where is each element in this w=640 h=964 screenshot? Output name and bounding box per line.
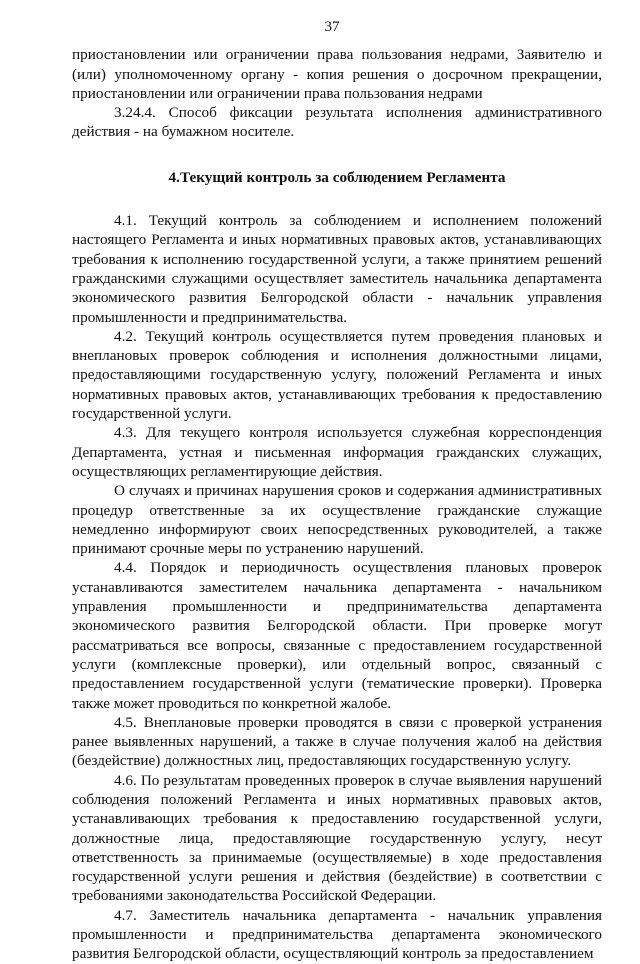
document-page (72, 18, 602, 964)
paragraph-4-3-violations: О случаях и причинах нарушения сроков и содержания административных процедур ответственные за их осуществление гражданские служащие немедленно информируют своих непосредственных руководителей, а также принимают срочные меры по устранению нарушений. (72, 482, 602, 558)
paragraph-4-1: 4.1. Текущий контроль за соблюдением и исполнением положений настоящего Регламента и иных нормативных правовых актов, устанавливающих требования к исполнению государственной услуги, а также принятием решений гражданскими служащими осуществляет заместитель начальника департамента экономического развития Белгородской области - начальник управления промышленности и предпринимательства. (72, 212, 602, 326)
paragraph-4-4: 4.4. Порядок и периодичность осуществления плановых проверок устанавливаются заместителем начальника департамента - начальником управления промышленности и предпринимательства департамента экономического развития Белгородской области. При проверке могут рассматриваться все вопросы, связанные с предоставлением государственной услуги (комплексные проверки), или отдельный вопрос, связанный с предоставлением государственной услуги (тематические проверки). Проверка также может проводиться по конкретной жалобе. (72, 559, 602, 712)
intro-paragraph-3-24-4: 3.24.4. Способ фиксации результата исполнения административного действия - на бумажном носителе. (72, 104, 602, 141)
paragraph-4-6: 4.6. По результатам проведенных проверок в случае выявления нарушений соблюдения положений Регламента и иных нормативных правовых актов, устанавливающих требования к предоставлению государственной услуги, должностные лица, предоставляющие государственную услугу, несут ответственность за принимаемые (осуществляемые) в ходе предоставления государственной услуги решения и действия (бездействие) в соответствии с требованиями законодательства Российской Федерации. (72, 771, 602, 905)
paragraph-4-3: 4.3. Для текущего контроля используется служебная корреспонденция Департамента, устная и письменная информация гражданских служащих, осуществляющих регламентирующие действия. (72, 424, 602, 480)
paragraph-4-5: 4.5. Внеплановые проверки проводятся в связи с проверкой устранения ранее выявленных нарушений, а также в случае получения жалоб на действия (бездействие) должностных лиц, предоставляющих государственную услугу. (72, 713, 602, 770)
section-heading: 4.Текущий контроль за соблюдением Регламента (168, 168, 506, 186)
paragraph-4-7: 4.7. Заместитель начальника департамента - начальник управления промышленности и предпринимательства департамента экономического развития Белгородской области, осуществляющий контроль за предоставлением (72, 906, 602, 963)
intro-paragraph-continuation: приостановлении или ограничении права пользования недрами, Заявителю и (или) уполномоченному органу - копия решения о досрочном прекращении, приостановлении или ограничении права пользования недрами (72, 46, 602, 102)
page-number: 37 (324, 19, 340, 35)
paragraph-4-2: 4.2. Текущий контроль осуществляется путем проведения плановых и внеплановых проверок соблюдения и исполнения должностными лицами, предоставляющими государственную услугу, положений Регламента и иных нормативных правовых актов, устанавливающих требования к предоставлению государственной услуги. (72, 327, 602, 423)
